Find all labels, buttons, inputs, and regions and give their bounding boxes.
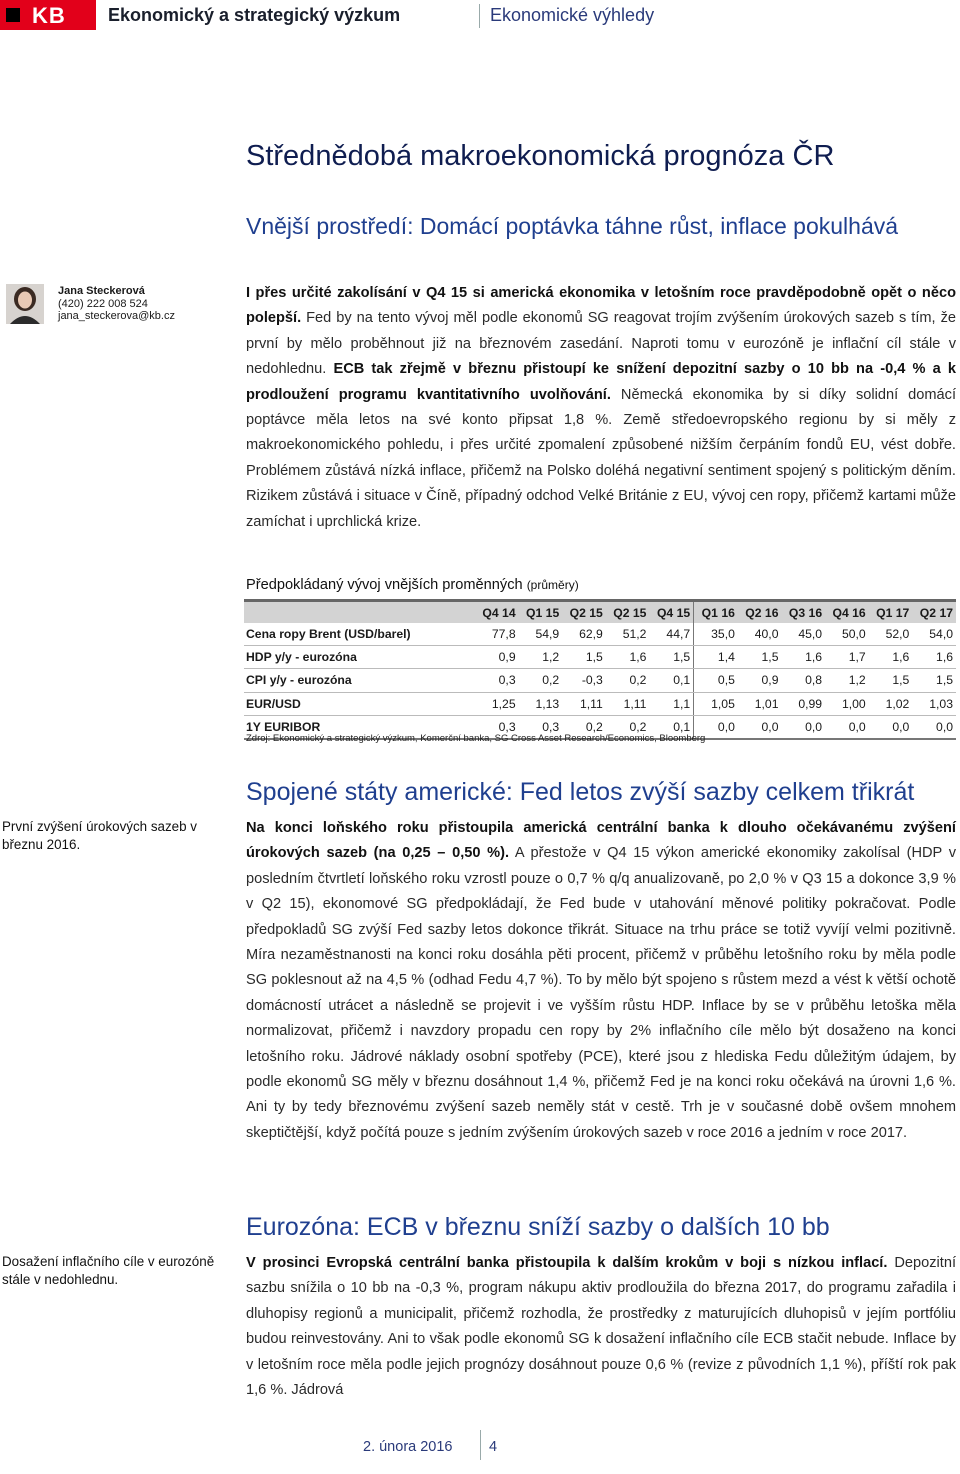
section2-text: A přestože v Q4 15 výkon americké ekonomiky zakolísal (HDP v posledním čtvrtletí loňského roku vzrostl pouze o 0,7 % q/q anualizovaně, po 2,0 % v Q3 15 a dokonce 3,9 % v Q2 15), ekonomové SG předpokládají, že Fed bude v utahování měnové politiky pokračovat. Podle předpokladů SG zvýší Fed sazby letos dokonce třikrát. Situace na trhu práce se totiž vyvíjí velmi pozitivně. Míra nezaměstnanosti na konci roku dosáhla pěti procent, přičemž v průběhu letošního roku by měla podle SG poklesnout až na 4,5 % (odhad Fedu 4,7 %). To by mělo být spojeno s růstem mezd a vést k větší ochotě domácností utrácet a následně se projevit i ve vyšším růstu HDP. Inflace by se v průběhu letoška měla normalizovat, přičemž i navzdory propadu cen ropy by 2% inflačního cíle mělo být dosaženo na konci letošního roku. Jádrové náklady osobní spotřeby (PCE), které jsou z hlediska Fedu důležitým údajem, by podle ekonomů SG měly v březnu dosáhnout 1,4 %, přičemž Fed je na konci roku očekává na úrovni 1,6 %. Ani ty by tedy březnovému zvýšení sazeb neměly stát v cestě. Trh je v současné době ovšem mnohem skeptičtější, když počítá pouze s jedním zvýšením úrokových sazeb v roce 2016 a jedním v roce 2017. bbox=[246, 845, 956, 1141]
table-cell: 1,6 bbox=[606, 646, 650, 669]
table-cell: 0,2 bbox=[562, 715, 606, 739]
table-cell: 40,0 bbox=[738, 623, 782, 646]
table-cell: 1,6 bbox=[869, 646, 913, 669]
table-row bbox=[244, 692, 956, 715]
section3-text: Depozitní sazbu snížila o 10 bb na -0,3 %, program nákupu aktiv prodloužila do března 2017, do programu zařadila i dluhopisy regionů a municipalit, přičemž rozhodla, že prostředky z maturujících dluhopisů v jejím portfóliu budou reinvestovány. Ani to však podle ekonomů SG k dosažení inflačního cíle ECB stačit nebude. Inflace by v letošním roce měla podle jejich prognózy dosáhnout pouze 0,6 % (revize z původních 1,1 %), příští rok pak 1,6 %. Jádrová bbox=[246, 1255, 956, 1399]
table-cell: 1,01 bbox=[738, 692, 782, 715]
table-cell: 1,6 bbox=[781, 646, 825, 669]
author-photo bbox=[6, 284, 44, 324]
section2-sidenote: První zvýšení úrokových sazeb v březnu 2016. bbox=[2, 819, 197, 852]
table-cell: 1,5 bbox=[562, 646, 606, 669]
table-cell: 0,3 bbox=[475, 669, 519, 692]
table-col-header: Q1 15 bbox=[519, 601, 563, 624]
section3-heading: Eurozóna: ECB v březnu sníží sazby o dalších 10 bb bbox=[246, 1213, 830, 1241]
author-contact bbox=[58, 285, 175, 323]
table-cell: 62,9 bbox=[562, 623, 606, 646]
table-cell: 0,0 bbox=[912, 715, 956, 739]
table-cell: 0,0 bbox=[825, 715, 869, 739]
table-cell: 44,7 bbox=[649, 623, 693, 646]
section1-lead: I přes určité zakolísání v Q4 15 si americká ekonomika v letošním roce pravděpodobně opět o něco polepší. bbox=[246, 285, 956, 327]
table-col-header: Q4 16 bbox=[825, 601, 869, 624]
section1-paragraph bbox=[246, 281, 956, 535]
table-caption-note: (průměry) bbox=[526, 578, 579, 592]
footer-date: 2. února 2016 bbox=[363, 1439, 453, 1455]
header-publication-title: Ekonomické výhledy bbox=[490, 5, 655, 25]
table-col-header: Q2 17 bbox=[912, 601, 956, 624]
forecast-table bbox=[244, 599, 956, 740]
table-cell: 0,5 bbox=[694, 669, 738, 692]
table-cell: 0,8 bbox=[781, 669, 825, 692]
table-cell: 0,2 bbox=[606, 715, 650, 739]
author-phone: (420) 222 008 524 bbox=[58, 297, 148, 310]
author-name: Jana Steckerová bbox=[58, 285, 145, 297]
table-caption-text: Předpokládaný vývoj vnějších proměnných bbox=[246, 577, 523, 593]
table-cell: 50,0 bbox=[825, 623, 869, 646]
section1-text2: Německá ekonomika by si díky solidní domácí poptávce měla letos na své konto připsat 1,8 %. Země středoevropského regionu by si měly z makroekonomického pohledu, i přes určité zpomalení způsobené nižším čerpáním fondů EU, vést dobře. Problémem zůstává nízká inflace, přičemž na Polsko doléhá negativní sentiment spojený s politickým děním. Rizikem zůstává i situace v Číně, případný odchod Velké Británie z EU, vývoj cen ropy, přičemž kartami může zamíchat i uprchlická krize. bbox=[246, 386, 957, 530]
footer-divider bbox=[480, 1430, 481, 1460]
table-cell: 1,6 bbox=[912, 646, 956, 669]
table-cell: 0,99 bbox=[781, 692, 825, 715]
section1-text1: Fed by na tento vývoj měl podle ekonomů SG reagovat trojím zvýšením úrokových sazeb s tím, že první by mělo proběhnout již na březnovém zasedání. Naproti tomu v eurozóně je inflační cíl stále v nedohlednu. bbox=[246, 310, 956, 378]
table-cell: 1,00 bbox=[825, 692, 869, 715]
table-cell: 1,02 bbox=[869, 692, 913, 715]
table-col-header: Q1 17 bbox=[869, 601, 913, 624]
table-row bbox=[244, 623, 956, 646]
table-header-row bbox=[244, 601, 956, 624]
table-cell: 1,5 bbox=[649, 646, 693, 669]
table-cell: 1,11 bbox=[562, 692, 606, 715]
table-row bbox=[244, 669, 956, 692]
table-cell: 52,0 bbox=[869, 623, 913, 646]
table-cell: 1,7 bbox=[825, 646, 869, 669]
table-source: Zdroj: Ekonomický a strategický výzkum, Komerční banka, SG Cross Asset Research/Economics, Bloomberg bbox=[246, 733, 706, 744]
table-cell: 1,5 bbox=[869, 669, 913, 692]
section1-bold2: ECB tak zřejmě v březnu přistoupí ke snížení depozitní sazby o 10 bb na -0,4 % a k prodloužení programu kvantitativního uvolňování. bbox=[246, 361, 956, 403]
table-cell: -0,3 bbox=[562, 669, 606, 692]
table-cell: 1,05 bbox=[694, 692, 738, 715]
header-section-title: Ekonomický a strategický výzkum bbox=[108, 5, 401, 25]
table-cell: 0,0 bbox=[738, 715, 782, 739]
table-cell: 0,1 bbox=[649, 669, 693, 692]
table-cell: 45,0 bbox=[781, 623, 825, 646]
table-cell: 0,1 bbox=[649, 715, 693, 739]
table-col-header: Q3 16 bbox=[781, 601, 825, 624]
table-cell: 0,2 bbox=[519, 669, 563, 692]
table-cell: 1,4 bbox=[694, 646, 738, 669]
table-cell: 0,2 bbox=[606, 669, 650, 692]
table-col-header: Q2 15 bbox=[562, 601, 606, 624]
table-cell: 1,13 bbox=[519, 692, 563, 715]
section2-heading: Spojené státy americké: Fed letos zvýší sazby celkem třikrát bbox=[246, 778, 915, 806]
table-header-blank bbox=[244, 601, 475, 624]
table-cell: 1,5 bbox=[912, 669, 956, 692]
table-col-header: Q4 14 bbox=[475, 601, 519, 624]
table-cell: 54,9 bbox=[519, 623, 563, 646]
table-cell: 1,1 bbox=[649, 692, 693, 715]
logo-text: KB bbox=[32, 3, 66, 28]
row-label: 1Y EURIBOR bbox=[244, 715, 475, 739]
row-label: CPI y/y - eurozóna bbox=[244, 669, 475, 692]
table-cell: 0,3 bbox=[475, 715, 519, 739]
table-col-header: Q2 15 bbox=[606, 601, 650, 624]
table-cell: 1,11 bbox=[606, 692, 650, 715]
table-col-header: Q1 16 bbox=[694, 601, 738, 624]
table-cell: 0,3 bbox=[519, 715, 563, 739]
table-caption bbox=[246, 577, 579, 593]
table-col-header: Q4 15 bbox=[649, 601, 693, 624]
section2-paragraph bbox=[246, 816, 956, 1146]
author-email[interactable]: jana_steckerova@kb.cz bbox=[58, 310, 175, 322]
row-label: HDP y/y - eurozóna bbox=[244, 646, 475, 669]
table-cell: 0,0 bbox=[781, 715, 825, 739]
table-cell: 54,0 bbox=[912, 623, 956, 646]
table-cell: 1,03 bbox=[912, 692, 956, 715]
table-cell: 1,2 bbox=[825, 669, 869, 692]
table-cell: 77,8 bbox=[475, 623, 519, 646]
table-cell: 0,0 bbox=[694, 715, 738, 739]
table-cell: 0,9 bbox=[738, 669, 782, 692]
section3-sidenote: Dosažení inflačního cíle v eurozóně stále v nedohlednu. bbox=[2, 1254, 215, 1287]
table-cell: 1,25 bbox=[475, 692, 519, 715]
table-cell: 0,0 bbox=[869, 715, 913, 739]
section2-lead: Na konci loňského roku přistoupila americká centrální banka k dlouho očekávanému zvýšení úrokových sazeb (na 0,25 – 0,50 %). bbox=[246, 820, 956, 862]
section1-heading: Vnější prostředí: Domácí poptávka táhne růst, inflace pokulhává bbox=[246, 213, 899, 239]
table-cell: 51,2 bbox=[606, 623, 650, 646]
row-label: EUR/USD bbox=[244, 692, 475, 715]
header-divider bbox=[479, 4, 480, 28]
table-row bbox=[244, 646, 956, 669]
table-col-header: Q2 16 bbox=[738, 601, 782, 624]
table-cell: 0,9 bbox=[475, 646, 519, 669]
logo-square-icon bbox=[6, 8, 20, 22]
section3-lead: V prosinci Evropská centrální banka přistoupila k dalším krokům v boji s nízkou inflací. bbox=[246, 1255, 888, 1271]
table-cell: 1,2 bbox=[519, 646, 563, 669]
table-cell: 1,5 bbox=[738, 646, 782, 669]
kb-logo bbox=[0, 0, 96, 30]
row-label: Cena ropy Brent (USD/barel) bbox=[244, 623, 475, 646]
table-cell: 35,0 bbox=[694, 623, 738, 646]
section3-paragraph bbox=[246, 1251, 956, 1403]
page-title: Střednědobá makroekonomická prognóza ČR bbox=[246, 140, 835, 172]
page-number: 4 bbox=[489, 1439, 498, 1455]
